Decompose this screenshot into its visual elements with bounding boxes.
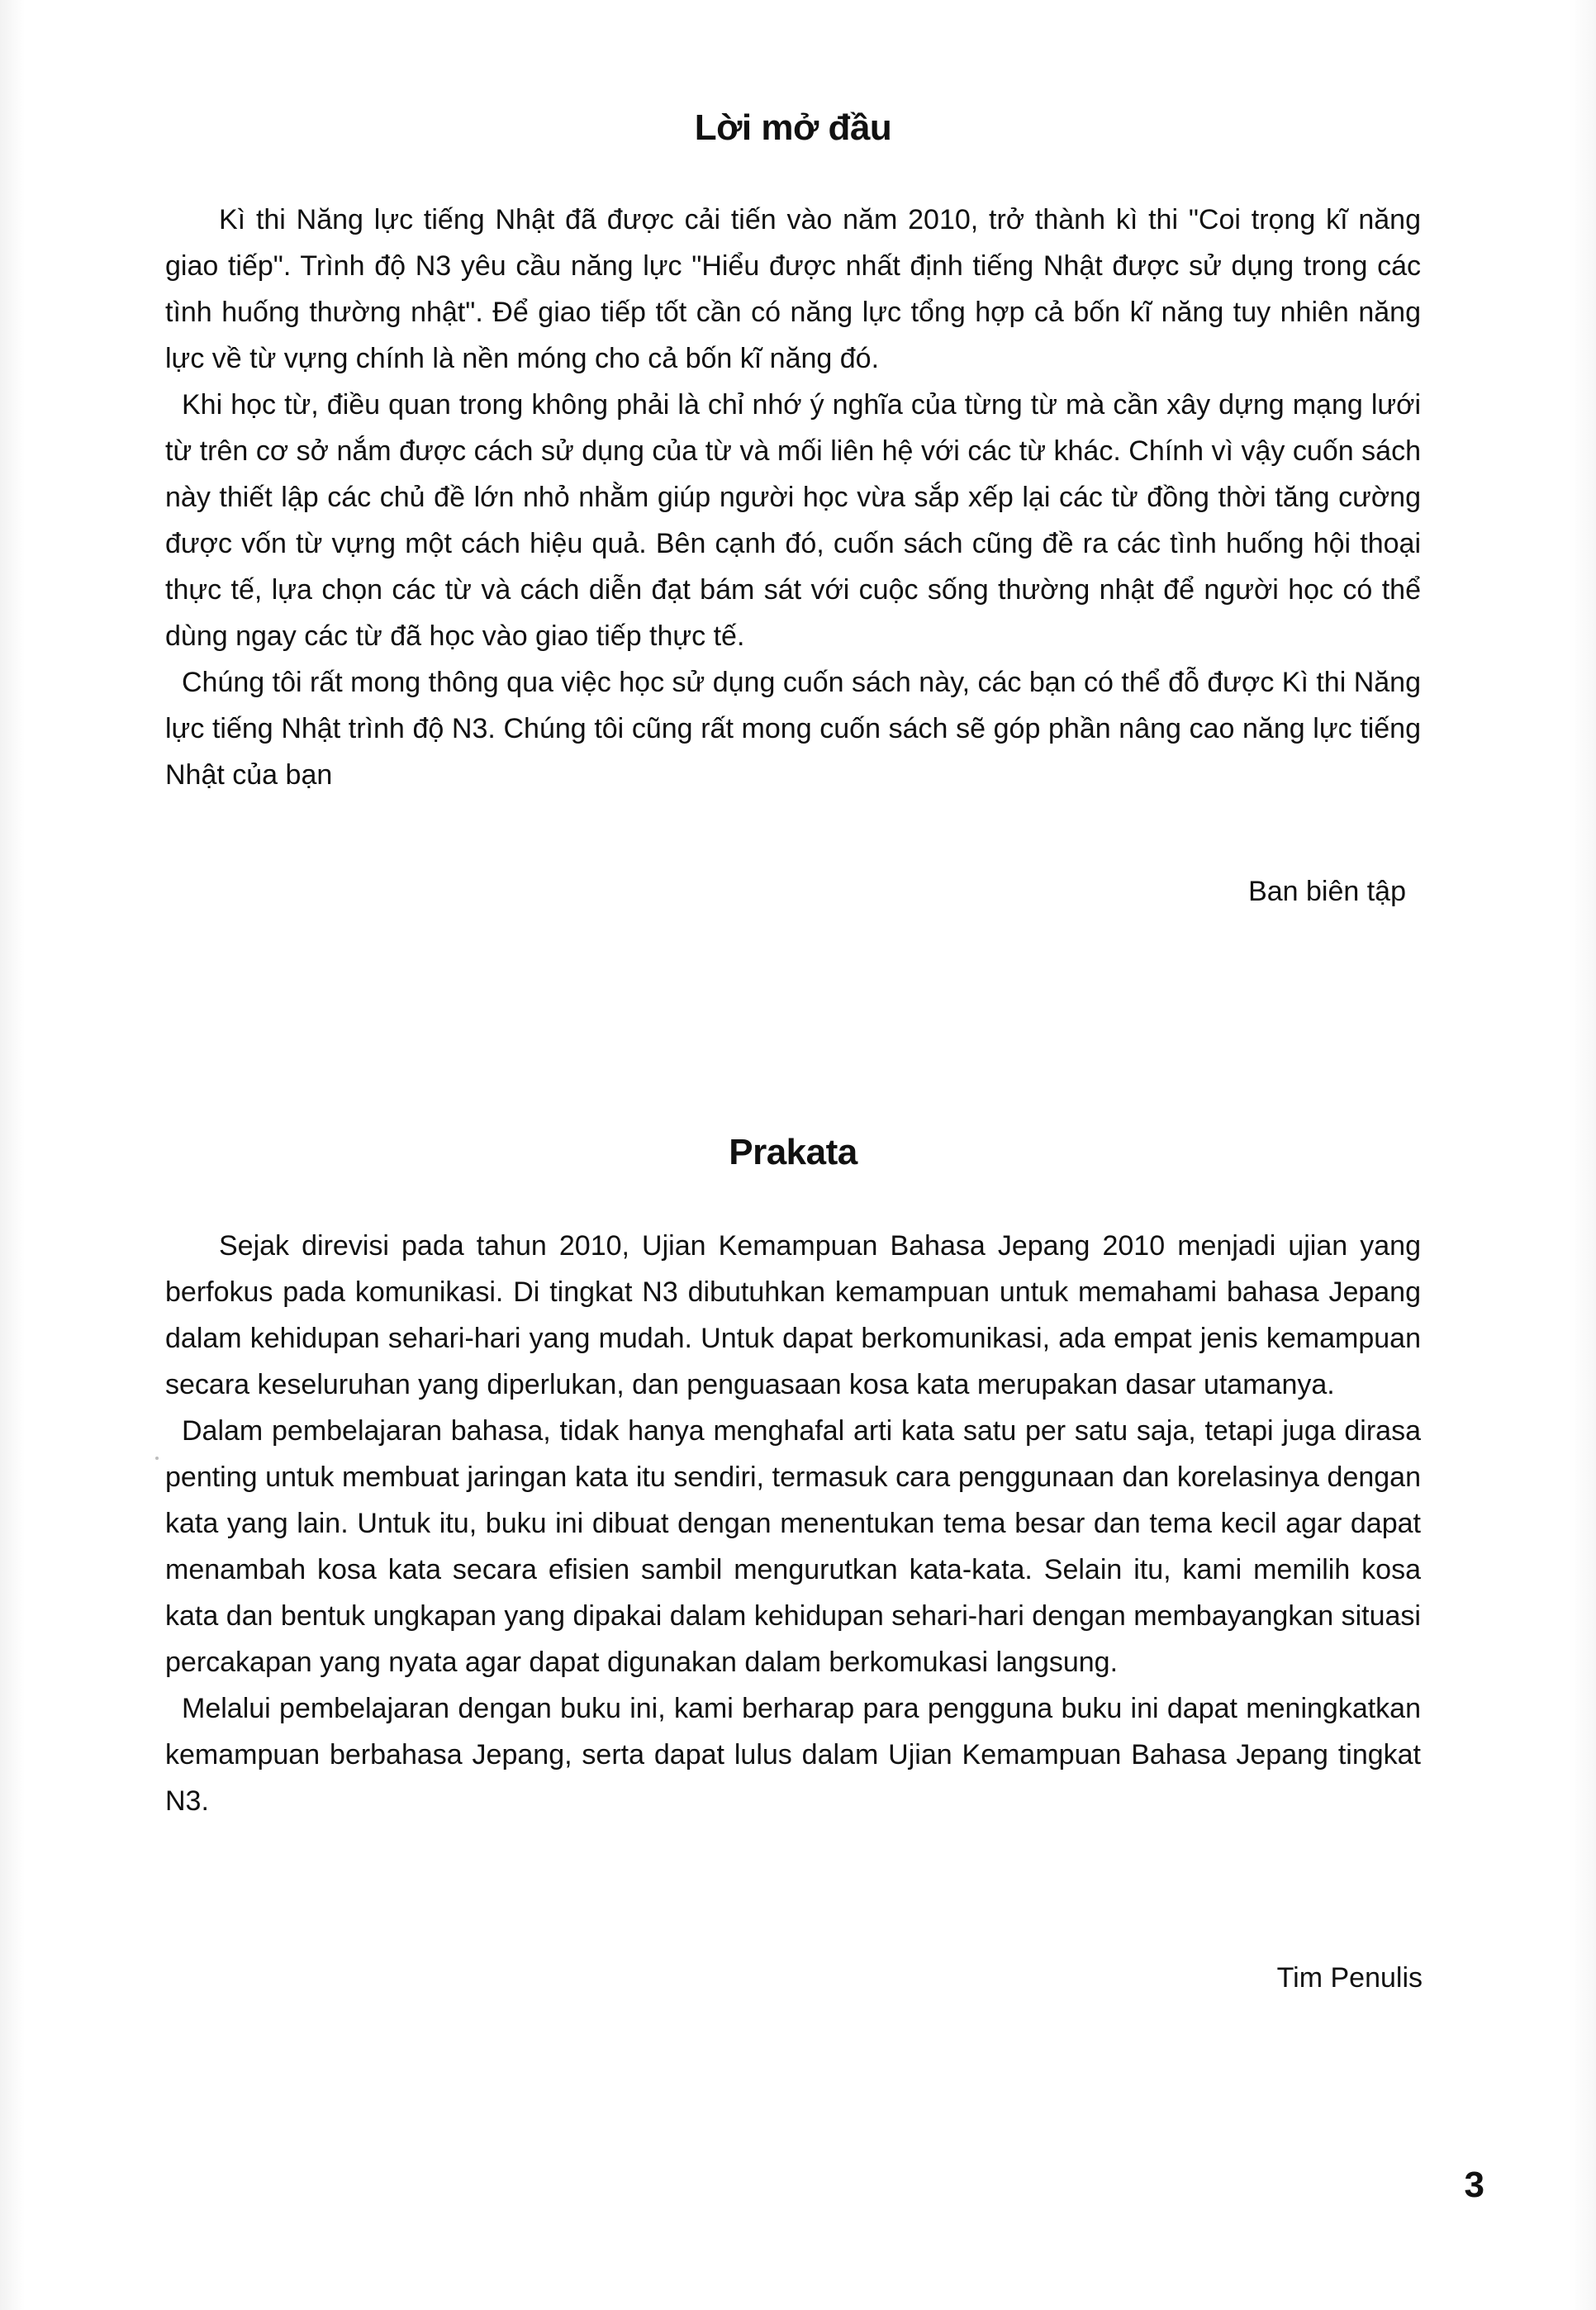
scan-speck bbox=[155, 1457, 159, 1460]
vietnamese-title: Lời mở đầu bbox=[694, 107, 892, 148]
indonesian-body bbox=[165, 1223, 1421, 1824]
vietnamese-signature: Ban biên tập bbox=[1248, 876, 1406, 907]
vietnamese-paragraph-1: Kì thi Năng lực tiếng Nhật đã được cải tiến vào năm 2010, trở thành kì thi "Coi trọng kĩ năng giao tiếp". Trình độ N3 yêu cầu năng lực "Hiểu được nhất định tiếng Nhật được sử dụng trong các tình huống thường nhật". Để giao tiếp tốt cần có năng lực tổng hợp cả bốn kĩ năng tuy nhiên năng lực về từ vựng chính là nền móng cho cả bốn kĩ năng đó. bbox=[165, 204, 1421, 374]
page-number: 3 bbox=[1464, 2165, 1484, 2205]
indonesian-signature: Tim Penulis bbox=[1276, 1962, 1423, 1994]
indonesian-paragraph-3: Melalui pembelajaran dengan buku ini, kami berharap para pengguna buku ini dapat meningkatkan kemampuan berbahasa Jepang, serta dapat lulus dalam Ujian Kemampuan Bahasa Jepang tingkat N3. bbox=[165, 1693, 1421, 1817]
vietnamese-body bbox=[165, 197, 1421, 798]
vietnamese-paragraph-2: Khi học từ, điều quan trong không phải là chỉ nhớ ý nghĩa của từng từ mà cần xây dựng mạng lưới từ trên cơ sở nắm được cách sử dụng của từ và mối liên hệ với các từ khác. Chính vì vậy cuốn sách này thiết lập các chủ đề lớn nhỏ nhằm giúp người học vừa sắp xếp lại các từ đồng thời tăng cường được vốn từ vựng một cách hiệu quả. Bên cạnh đó, cuốn sách cũng đề ra các tình huống hội thoại thực tế, lựa chọn các từ và cách diễn đạt bám sát với cuộc sống thường nhật để người học có thể dùng ngay các từ đã học vào giao tiếp thực tế. bbox=[165, 389, 1421, 652]
vietnamese-paragraph-3: Chúng tôi rất mong thông qua việc học sử dụng cuốn sách này, các bạn có thể đỗ được Kì thi Năng lực tiếng Nhật trình độ N3. Chúng tôi cũng rất mong cuốn sách sẽ góp phần nâng cao năng lực tiếng Nhật của bạn bbox=[165, 667, 1421, 791]
indonesian-paragraph-2: Dalam pembelajaran bahasa, tidak hanya menghafal arti kata satu per satu saja, tetapi juga dirasa penting untuk membuat jaringan kata itu sendiri, termasuk cara penggunaan dan korelasinya dengan kata yang lain. Untuk itu, buku ini dibuat dengan menentukan tema besar dan tema kecil agar dapat menambah kosa kata secara efisien sambil mengurutkan kata-kata. Selain itu, kami memilih kosa kata dan bentuk ungkapan yang dipakai dalam kehidupan sehari-hari dengan membayangkan situasi percakapan yang nyata agar dapat digunakan dalam berkomukasi langsung. bbox=[165, 1415, 1421, 1678]
indonesian-paragraph-1: Sejak direvisi pada tahun 2010, Ujian Kemampuan Bahasa Jepang 2010 menjadi ujian yang berfokus pada komunikasi. Di tingkat N3 dibutuhkan kemampuan untuk memahami bahasa Jepang dalam kehidupan sehari-hari yang mudah. Untuk dapat berkomunikasi, ada empat jenis kemampuan secara keseluruhan yang diperlukan, dan penguasaan kosa kata merupakan dasar utamanya. bbox=[165, 1230, 1421, 1400]
indonesian-title: Prakata bbox=[729, 1132, 857, 1172]
